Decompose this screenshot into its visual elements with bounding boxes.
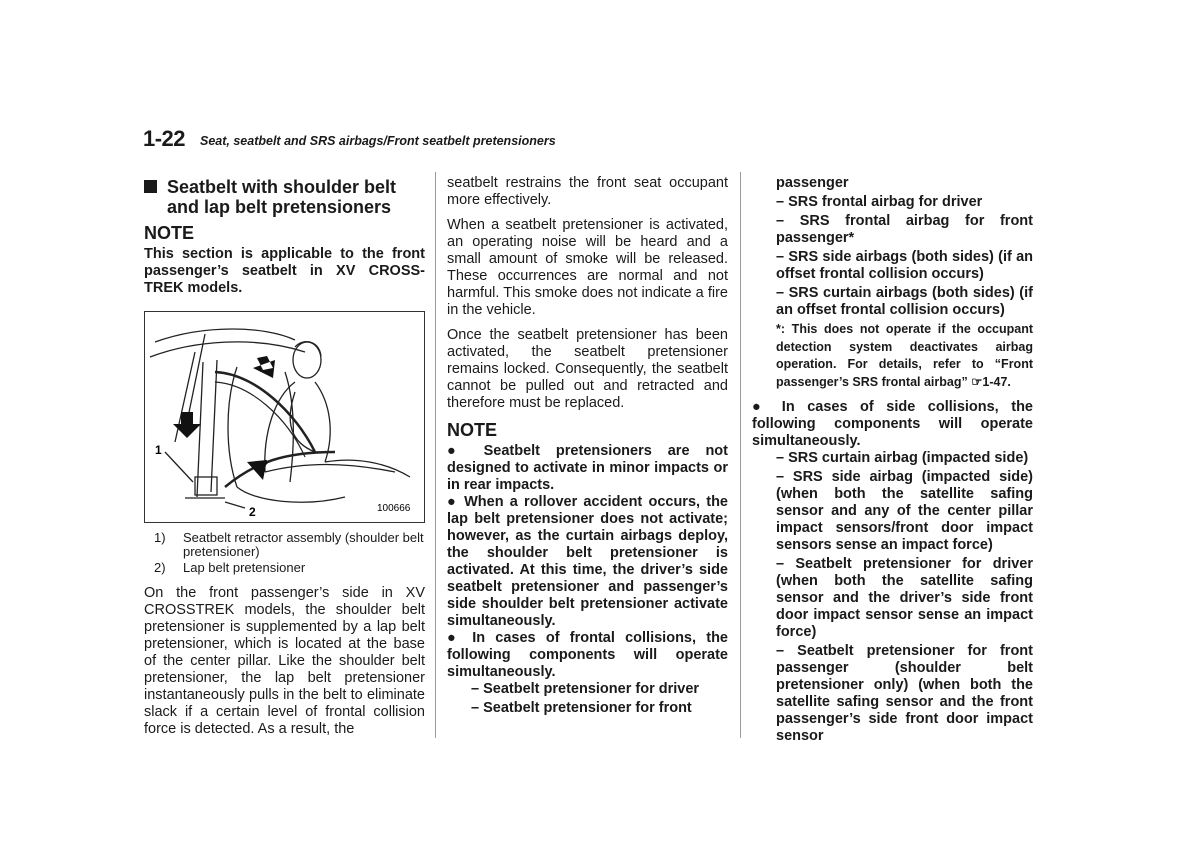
footnote: *: This does not operate if the occupant detection system deactivates airbag operation. For details, refer to “Front passenger’s SRS frontal airbag” ☞1-47. <box>776 322 1033 389</box>
note-bullet-1: ● Seatbelt pretensioners are not designed to activate in minor impacts or in rear impacts. <box>447 443 728 493</box>
dash-item: – SRS frontal airbag for front passenger* <box>776 213 1033 246</box>
note-heading-2: NOTE <box>447 420 498 440</box>
caption-1: 1) Seatbelt retractor assembly (shoulder belt pretensioner) <box>154 530 424 559</box>
body-text: On the front passenger’s side in XV CROSSTREK models, the shoulder belt pretensioner is supplemented by a lap belt pretensioner, which is located at the base of the center pillar. Like the shoulder belt pretensioner, the lap belt pretensioner instantaneously pulls in the belt to eliminate slack if a certain level of frontal collision force is detected. As a result, the <box>144 585 425 737</box>
figure-code: 100666 <box>377 503 411 514</box>
page-header <box>143 126 1033 156</box>
section-title: Seatbelt with shoulder belt and lap belt pretensioners <box>144 177 425 217</box>
seatbelt-illustration <box>144 311 425 523</box>
dash-item: – Seatbelt pretensioner for driver <box>471 681 700 697</box>
running-head: Seat, seatbelt and SRS airbags/Front seatbelt pretensioners <box>200 134 556 148</box>
column-3 <box>752 175 1033 747</box>
page-number: 1-22 <box>143 126 186 151</box>
note-bullet-3: ● In cases of frontal collisions, the following components will operate simultaneously. <box>447 630 728 680</box>
paragraph-2: When a seatbelt pretensioner is activated, an operating noise will be heard and a small amount of smoke will be released. These occurrences are normal and not harmful. This smoke does not indicate a fire in the vehicle. <box>447 217 728 318</box>
dash-item: – SRS curtain airbags (both sides) (if an offset frontal collision occurs) <box>776 285 1033 318</box>
column-divider-1 <box>435 172 436 738</box>
column-divider-2 <box>740 172 741 738</box>
column-2 <box>447 175 728 719</box>
caption-2: 2) Lap belt pretensioner <box>154 560 306 575</box>
note-heading: NOTE <box>144 223 195 243</box>
dash-item: – SRS side airbags (both sides) (if an offset frontal collision occurs) <box>776 249 1033 282</box>
figure-label-1: 1 <box>155 443 162 457</box>
note-bullet-2: ● When a rollover accident occurs, the lap belt pretensioner does not activate; however, as the curtain airbags deploy, the shoulder belt pretensioner is activated. At this time, the driver’s side seatbelt pretensioner and passenger’s side shoulder belt pretensioner activate simultaneously. <box>447 494 728 629</box>
seatbelt-illustration-drawing <box>145 312 424 522</box>
note-bullet-4: ● In cases of side collisions, the following components will operate simultaneously. <box>752 399 1033 449</box>
paragraph-1: seatbelt restrains the front seat occupant more effectively. <box>447 175 728 208</box>
dash-item: – Seatbelt pretensioner for front passenger (shoulder belt pretensioner only) (when both the satellite safing sensor and the front passenger’s side front door impact sensor <box>776 643 1033 744</box>
figure-label-2: 2 <box>249 505 256 519</box>
dash-item: – SRS side airbag (impacted side) (when both the satellite safing sensor and any of the center pillar impact sensors/front door impact sensors sense an impact force) <box>776 469 1033 553</box>
section-square-icon <box>144 180 157 193</box>
paragraph-3: Once the seatbelt pretensioner has been activated, the seatbelt pretensioner remains locked. Consequently, the seatbelt cannot be pulled out and retracted and therefore must be replaced. <box>447 327 728 411</box>
note-text: This section is applicable to the front passenger’s seatbelt in XV CROSS-TREK models. <box>144 246 425 296</box>
dash-item: – Seatbelt pretensioner for driver (when both the satellite safing sensor and the driver’s side front door impact sensor sense an impact force) <box>776 556 1033 640</box>
column-1 <box>144 175 425 746</box>
dash-item: – SRS frontal airbag for driver <box>776 194 983 210</box>
dash-continuation: passenger <box>776 175 849 191</box>
dash-item: – Seatbelt pretensioner for front <box>471 700 692 716</box>
dash-item: – SRS curtain airbag (impacted side) <box>776 450 1029 466</box>
